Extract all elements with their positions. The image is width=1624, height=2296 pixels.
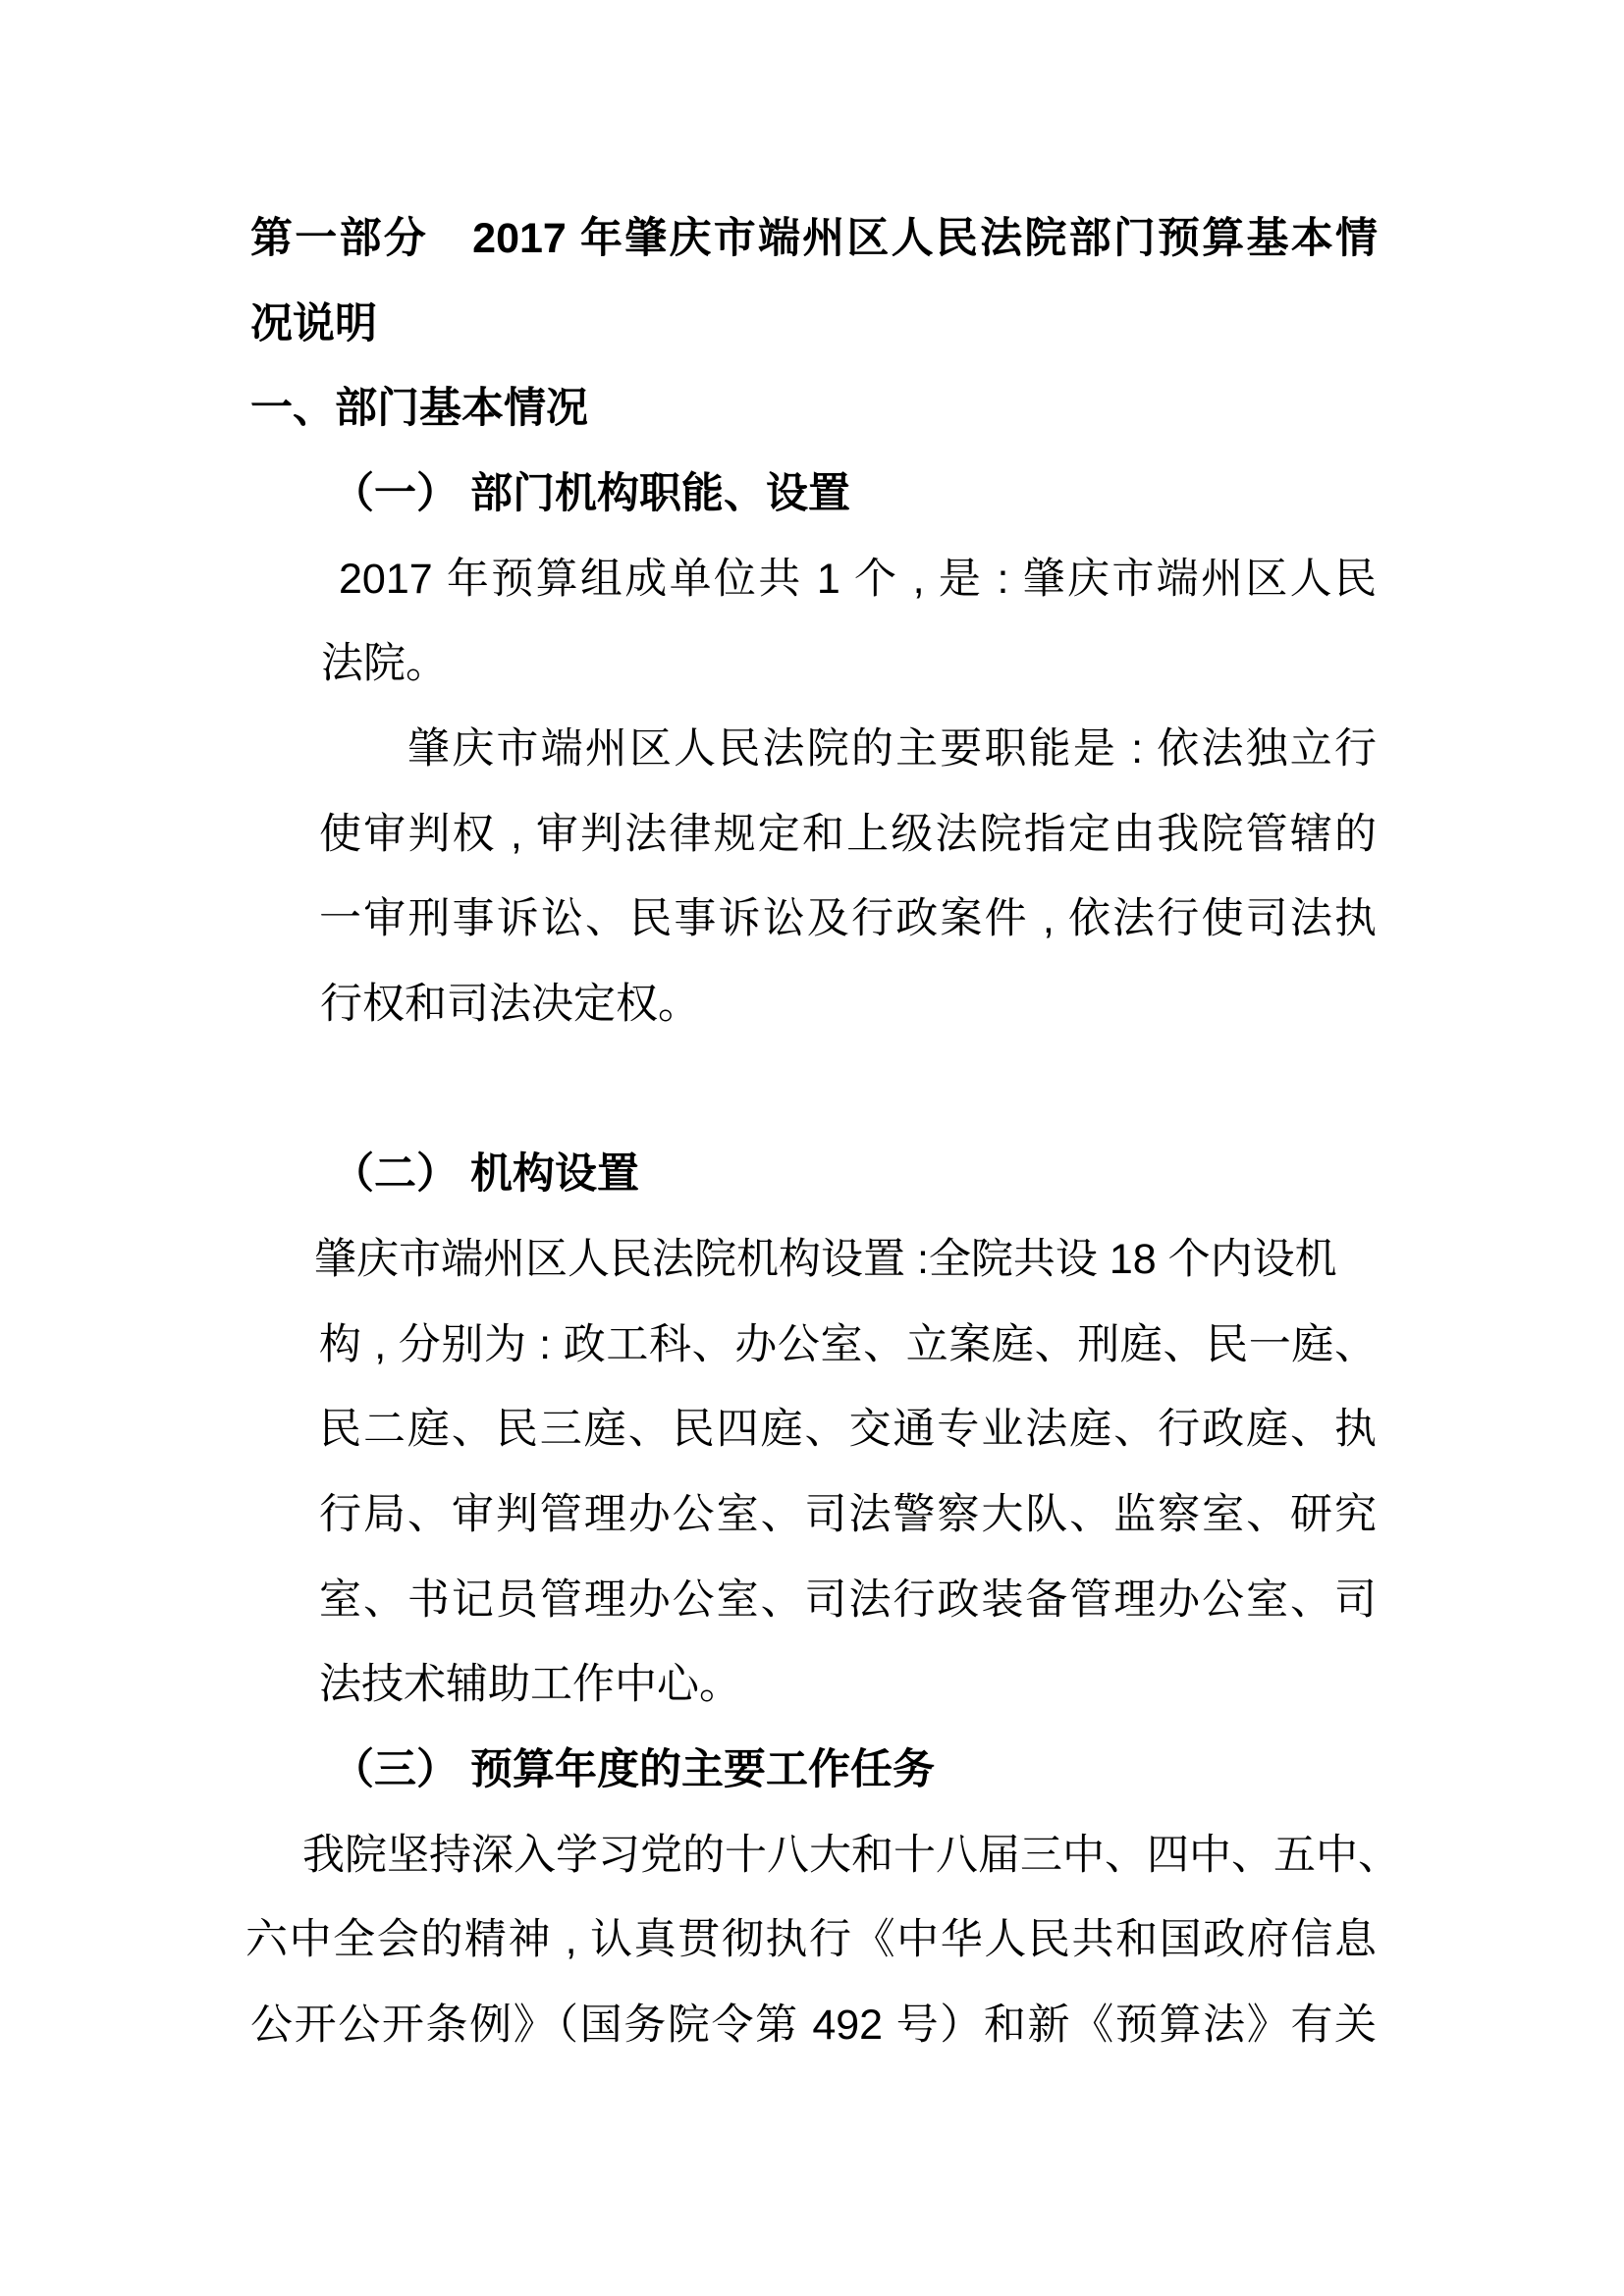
text-line: （三） 预算年度的主要工作任务 <box>332 1746 935 1793</box>
text-line: 一审刑事诉讼、民事诉讼及行政案件 , 依法行使司法执 <box>319 895 1377 942</box>
text-line: 使审判权 , 审判法律规定和上级法院指定由我院管辖的 <box>319 811 1377 858</box>
text-line: 行权和司法决定权。 <box>320 981 700 1028</box>
text-line: 我院坚持深入学习党的十八大和十八届三中、四中、五中、 <box>302 1832 1400 1879</box>
text-line: 公开公开条例》（国务院令第 492 号）和新《预算法》有关 <box>250 2002 1377 2049</box>
text-line: （二） 机构设置 <box>332 1150 639 1198</box>
text-line: 2017 年预算组成单位共 1 个 , 是 : 肇庆市端州区人民 <box>339 556 1377 603</box>
text-line: 室、书记员管理办公室、司法行政装备管理办公室、司 <box>319 1576 1377 1624</box>
text-line: 肇庆市端州区人民法院机构设置 :全院共设 18 个内设机 <box>314 1236 1337 1283</box>
text-line: 肇庆市端州区人民法院的主要职能是 : 依法独立行 <box>407 725 1377 773</box>
text-line: 六中全会的精神 , 认真贯彻执行《中华人民共和国政府信息 <box>245 1916 1377 1963</box>
text-line: 一、部门基本情况 <box>250 385 588 432</box>
text-line: 法技术辅助工作中心。 <box>319 1661 741 1708</box>
text-line: 行局、审判管理办公室、司法警察大队、监察室、研究 <box>319 1491 1377 1538</box>
text-line: 构 , 分别为 : 政工科、办公室、立案庭、刑庭、民一庭、 <box>319 1321 1377 1368</box>
text-line: 民二庭、民三庭、民四庭、交通专业法庭、行政庭、执 <box>319 1406 1377 1453</box>
text-line: 第一部分 2017 年肇庆市端州区人民法院部门预算基本情 <box>250 215 1378 262</box>
text-line: 况说明 <box>250 300 377 347</box>
text-line: 法院。 <box>321 640 448 687</box>
text-line: （一） 部门机构职能、设置 <box>332 470 850 517</box>
